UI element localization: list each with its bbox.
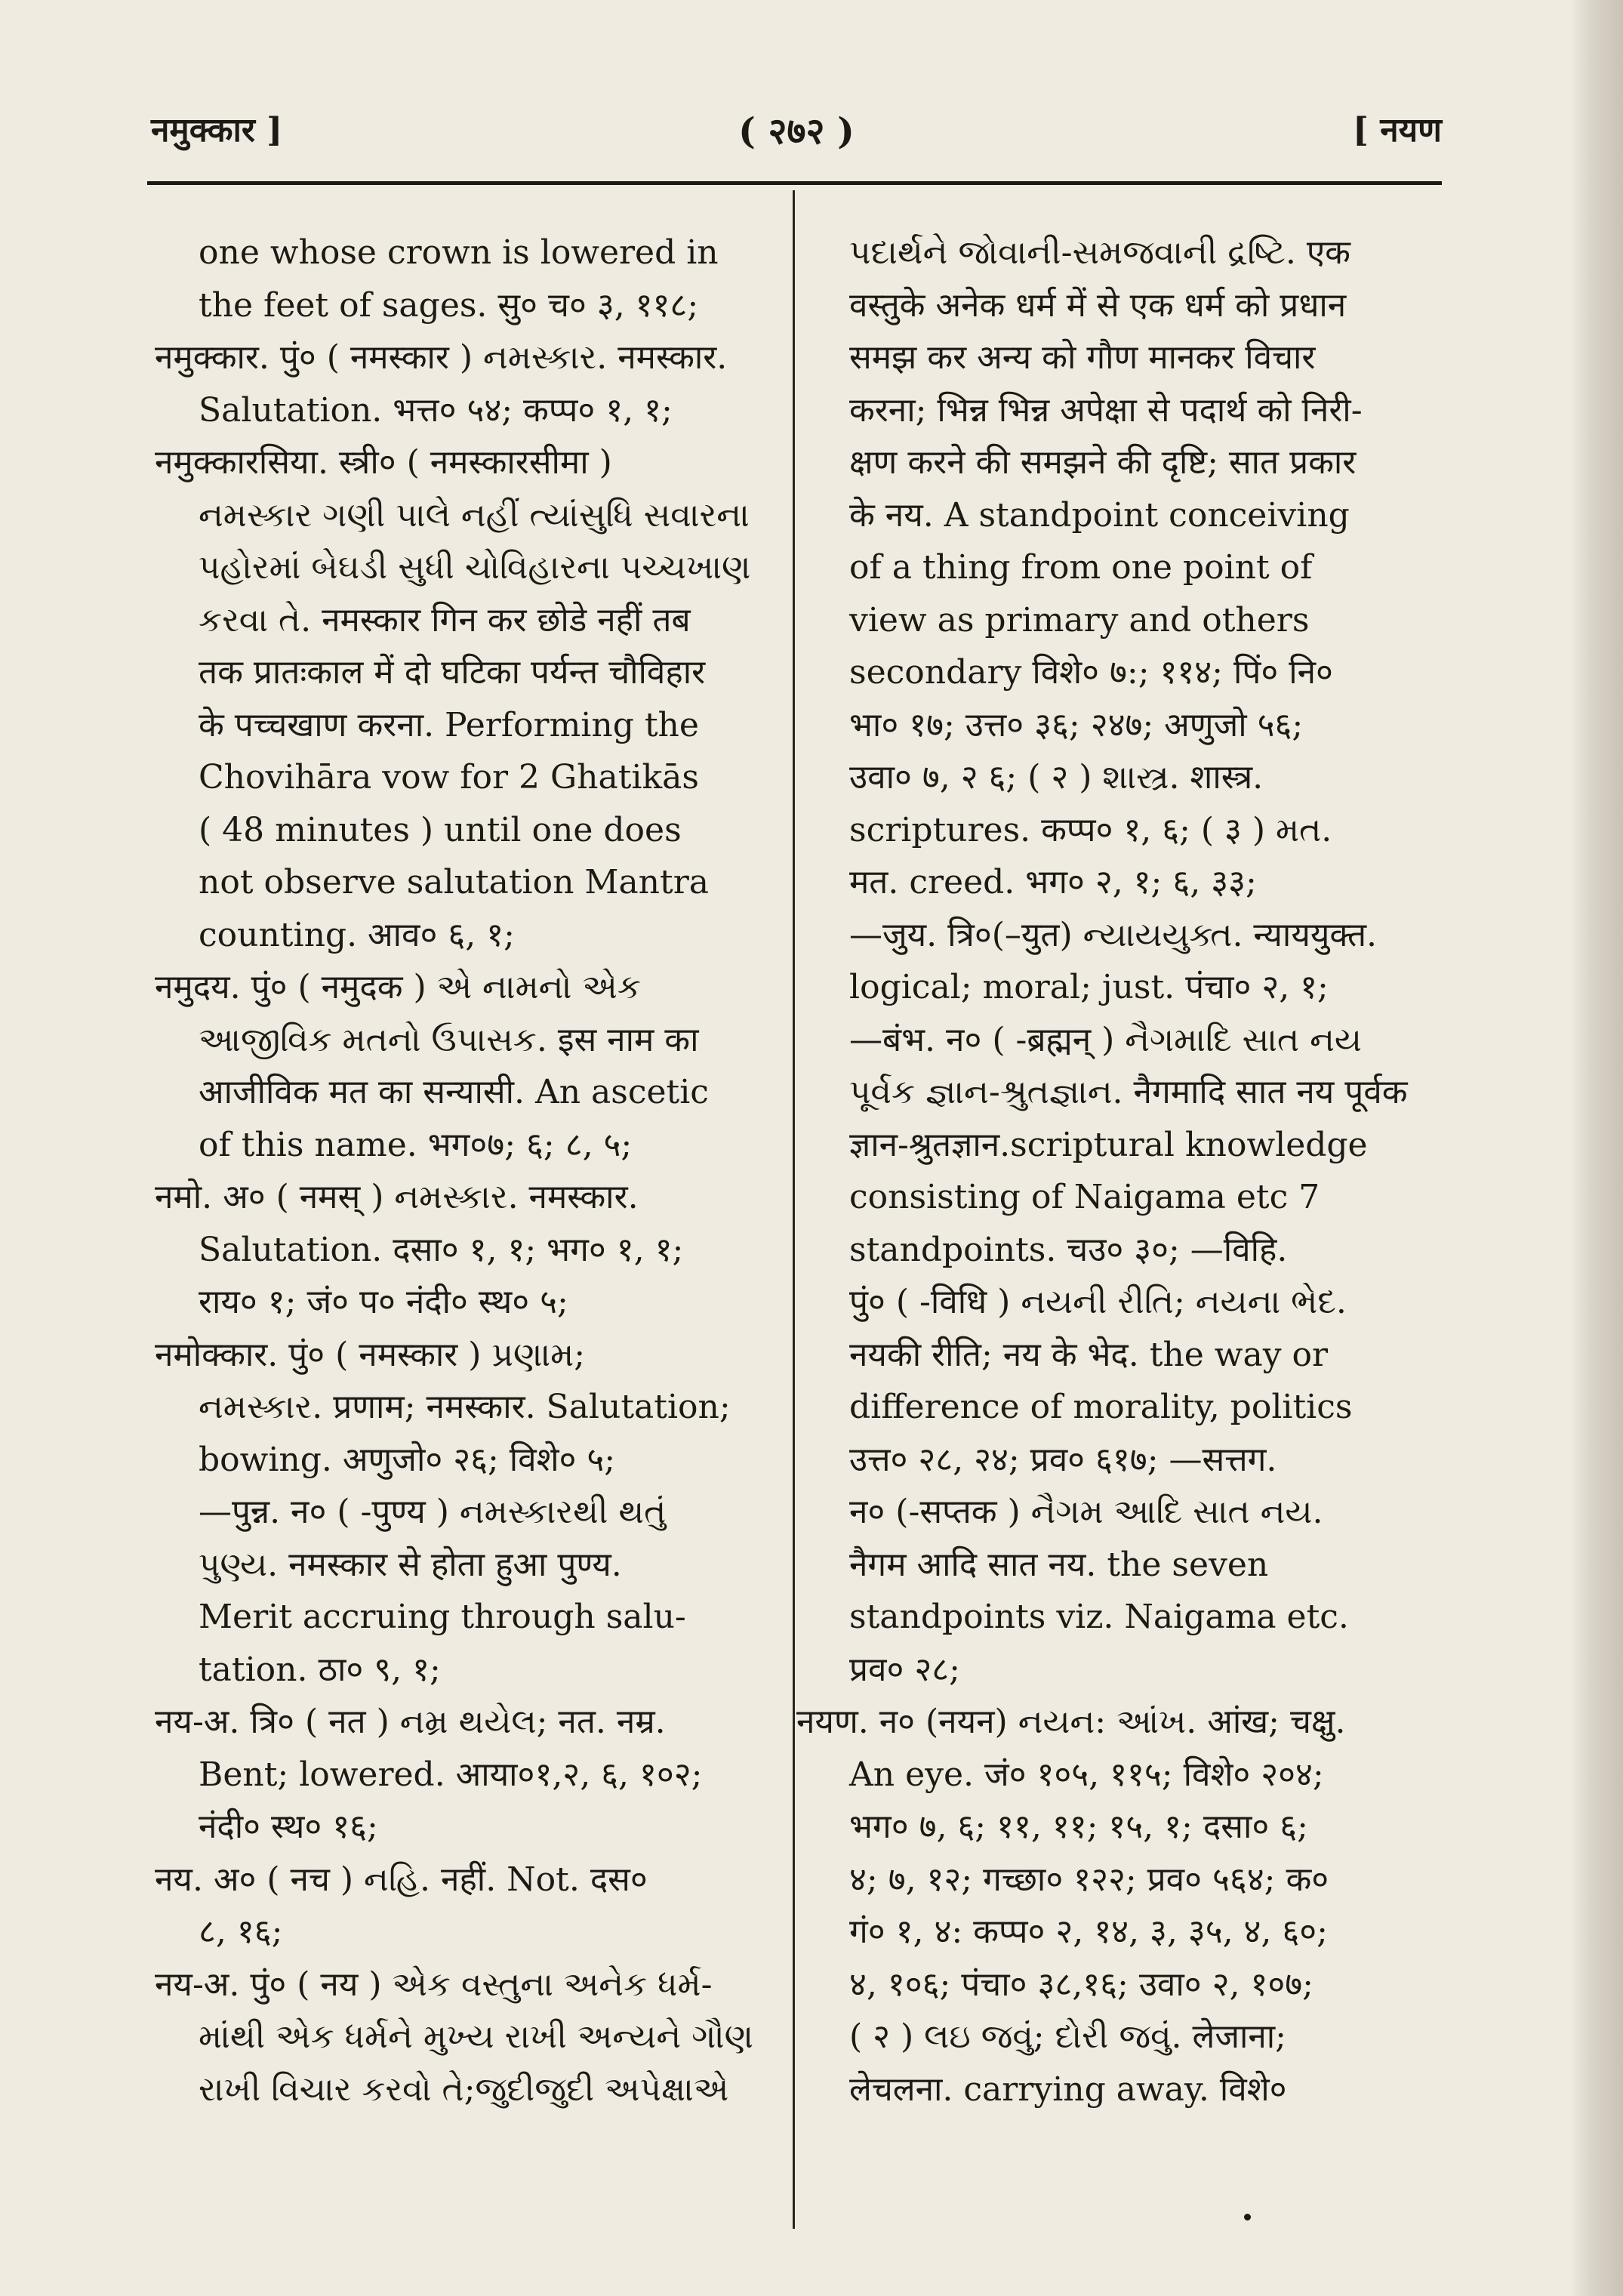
text-line: पुं० ( -विधि ) નયની રીતિ; નયના ભેદ.	[849, 1283, 1347, 1321]
text-line: not observe salutation Mantra	[199, 863, 709, 901]
text-line: Salutation. भत्त० ५४; कप्प० १, १;	[199, 390, 673, 430]
text-line: ( २ ) લઇ જવું; દોરી જવું. लेजाना;	[849, 2017, 1286, 2056]
text-line: ४, १०६; पंचा० ३८,१६; उवा० २, १०७;	[849, 1965, 1313, 2004]
text-line: नमो. अ० ( नमस् ) નમસ્કાર. नमस्कार.	[155, 1178, 639, 1216]
text-line: difference of morality, politics	[849, 1388, 1353, 1426]
text-line: counting. आव० ६, १;	[199, 915, 515, 954]
header-rule	[147, 181, 1442, 185]
text-line: उत्त० २८, २४; प्रव० ६१७; —सत्तग.	[849, 1440, 1277, 1479]
text-line: logical; moral; just. पंचा० २, १;	[849, 968, 1329, 1006]
text-line: standpoints. चउ० ३०; —विहि.	[849, 1230, 1288, 1269]
text-line: ८, १६;	[199, 1912, 283, 1951]
text-line: ज्ञान-श्रुतज्ञान.scriptural knowledge	[849, 1125, 1368, 1164]
text-line: Salutation. दसा० १, १; भग० १, १;	[199, 1230, 684, 1269]
text-line: तक प्रातःकाल में दो घटिका पर्यन्त चौविहार	[199, 653, 706, 692]
left-column	[155, 227, 766, 2116]
text-line: के नय. A standpoint conceiving	[849, 495, 1350, 535]
text-line: standpoints viz. Naigama etc.	[849, 1598, 1349, 1636]
text-line: नय. अ० ( नच ) નહિ. नहीं. Not. दस०	[155, 1860, 648, 1899]
text-line: —जुय. त्रि०(–युत) ન્યાયયુક્ત. न्याययुक्त.	[849, 915, 1378, 954]
page-number: ( २७२ )	[738, 110, 855, 153]
text-line: नंदी० स्थ० १६;	[199, 1808, 378, 1846]
text-line: ४; ७, १२; गच्छा० १२२; प्रव० ५६४; क०	[849, 1860, 1329, 1899]
text-line: —बंभ. न० ( -ब्रह्मन् ) નૈગમાદિ સાત નય	[849, 1020, 1362, 1059]
text-line: of this name. भग०७; ६; ८, ५;	[199, 1125, 633, 1164]
text-line: નમસ્કાર ગણી પાલે નહીં ત્યાંસુધિ સવારના	[199, 495, 750, 535]
text-line: नमोक्कार. पुं० ( नमस्कार ) પ્રણામ;	[155, 1335, 586, 1374]
text-line: નમસ્કાર. प्रणाम; नमस्कार. Salutation;	[199, 1388, 731, 1426]
text-line: consisting of Naigama etc 7	[849, 1178, 1320, 1216]
text-line: आजीविक मत का सन्यासी. An ascetic	[199, 1073, 709, 1111]
text-line: —पुन्न. न० ( -पुण्य ) નમસ્કારથી થતું	[199, 1493, 667, 1531]
text-line: scriptures. कप्प० १, ६; ( ३ ) મત.	[849, 810, 1332, 849]
text-line: secondary विशे० ७:; ११४; पिं० नि०	[849, 653, 1333, 692]
text-line: પૂર્વક જ્ઞાન-શ્રુતજ્ઞાન. नैगमादि सात नय पूर्वक	[849, 1073, 1408, 1111]
text-line: उवा० ७, २ ६; ( २ ) શાસ્ત્ર. शास्त्र.	[849, 758, 1264, 797]
text-line: પદાર્થને જોવાની-સમજવાની દ્રષ્ટિ. एक	[849, 233, 1350, 272]
text-line: કરવા તે. नमस्कार गिन कर छोडे नहीं तब	[199, 600, 691, 639]
page-edge	[1570, 0, 1623, 2296]
text-line: प्रव० २८;	[849, 1650, 960, 1689]
header-right-term: [ नयण	[1353, 111, 1442, 149]
column-divider	[793, 190, 795, 2229]
text-line: गं० १, ४: कप्प० २, १४, ३, ३५, ४, ६०;	[849, 1912, 1328, 1951]
text-line: Chovihāra vow for 2 Ghatikās	[199, 758, 699, 797]
text-line: न० (-सप्तक ) નૈગમ આદિ સાત નય.	[849, 1493, 1323, 1531]
page-header	[151, 106, 1442, 166]
text-line: Merit accruing through salu-	[199, 1598, 686, 1636]
text-line: भा० १७; उत्त० ३६; २४७; अणुजो ५६;	[849, 705, 1304, 744]
text-line: the feet of sages. सु० च० ३, ११८;	[199, 285, 699, 325]
text-line: करना; भिन्न भिन्न अपेक्षा से पदार्थ को निरी-	[849, 390, 1363, 430]
right-column	[796, 227, 1446, 2116]
text-line: tation. ठा० ९, १;	[199, 1650, 441, 1689]
text-line: પુણ્ય. नमस्कार से होता हुआ पुण्य.	[199, 1545, 622, 1584]
text-line: नय-अ. पुं० ( नय ) એક વસ્તુના અનેક ધર્મ-	[155, 1965, 713, 2004]
text-line: नयकी रीति; नय के भेद. the way or	[849, 1335, 1329, 1374]
text-line: समझ कर अन्य को गौण मानकर विचार	[849, 338, 1316, 377]
text-line: नमुदय. पुं० ( नमुदक ) એ નામનો એક	[155, 968, 641, 1006]
text-line: રાખી વિચાર કરવો તે;જુદીજુદી અપેક્ષાએ	[199, 2069, 729, 2109]
text-line: view as primary and others	[849, 600, 1310, 639]
text-line: वस्तुके अनेक धर्म में से एक धर्म को प्रधान	[849, 285, 1347, 325]
text-line: આજીવિક મતનો ઉપાસક. इस नाम का	[199, 1020, 699, 1059]
text-line: bowing. अणुजो० २६; विशे० ५;	[199, 1440, 616, 1479]
text-line: માંથી એક ધર્મને મુખ્ય રાખી અન્યને ગૌણ	[199, 2017, 753, 2056]
text-line: लेचलना. carrying away. विशे०	[849, 2069, 1287, 2109]
text-line: नमुक्कार. पुं० ( नमस्कार ) નમસ્કાર. नमस्कार.	[155, 338, 728, 377]
text-line: नैगम आदि सात नय. the seven	[849, 1545, 1269, 1584]
text-line: मत. creed. भग० २, १; ६, ३३;	[849, 863, 1257, 901]
text-line: of a thing from one point of	[849, 548, 1313, 587]
text-line: के पच्चखाण करना. Performing the	[199, 705, 699, 744]
text-line: An eye. जं० १०५, ११५; विशे० २०४;	[849, 1755, 1324, 1794]
header-left-term: नमुक्कार ]	[151, 111, 283, 149]
text-line: राय० १; जं० प० नंदी० स्थ० ५;	[199, 1283, 568, 1321]
text-line: भग० ७, ६; ११, ११; १५, १; दसा० ६;	[849, 1808, 1308, 1846]
text-line: Bent; lowered. आया०१,२, ६, १०२;	[199, 1755, 703, 1794]
footer-dot	[1244, 2214, 1251, 2220]
text-line: ( 48 minutes ) until one does	[199, 810, 682, 849]
text-line: नयण. न० (नयन) નયન: આંખ. आंख; चक्षु.	[796, 1703, 1346, 1741]
text-line: क्षण करने की समझने की दृष्टि; सात प्रकार	[849, 443, 1357, 482]
text-line: नमुक्कारसिया. स्त्री० ( नमस्कारसीमा )	[155, 443, 612, 482]
text-line: नय-अ. त्रि० ( नत ) નમ્ર થયેલ; नत. नम्र.	[155, 1703, 666, 1741]
text-line: પહોરમાં બેઘડી સુધી ચોવિહારના પચ્ચખાણ	[199, 548, 751, 587]
text-line: one whose crown is lowered in	[199, 233, 719, 272]
